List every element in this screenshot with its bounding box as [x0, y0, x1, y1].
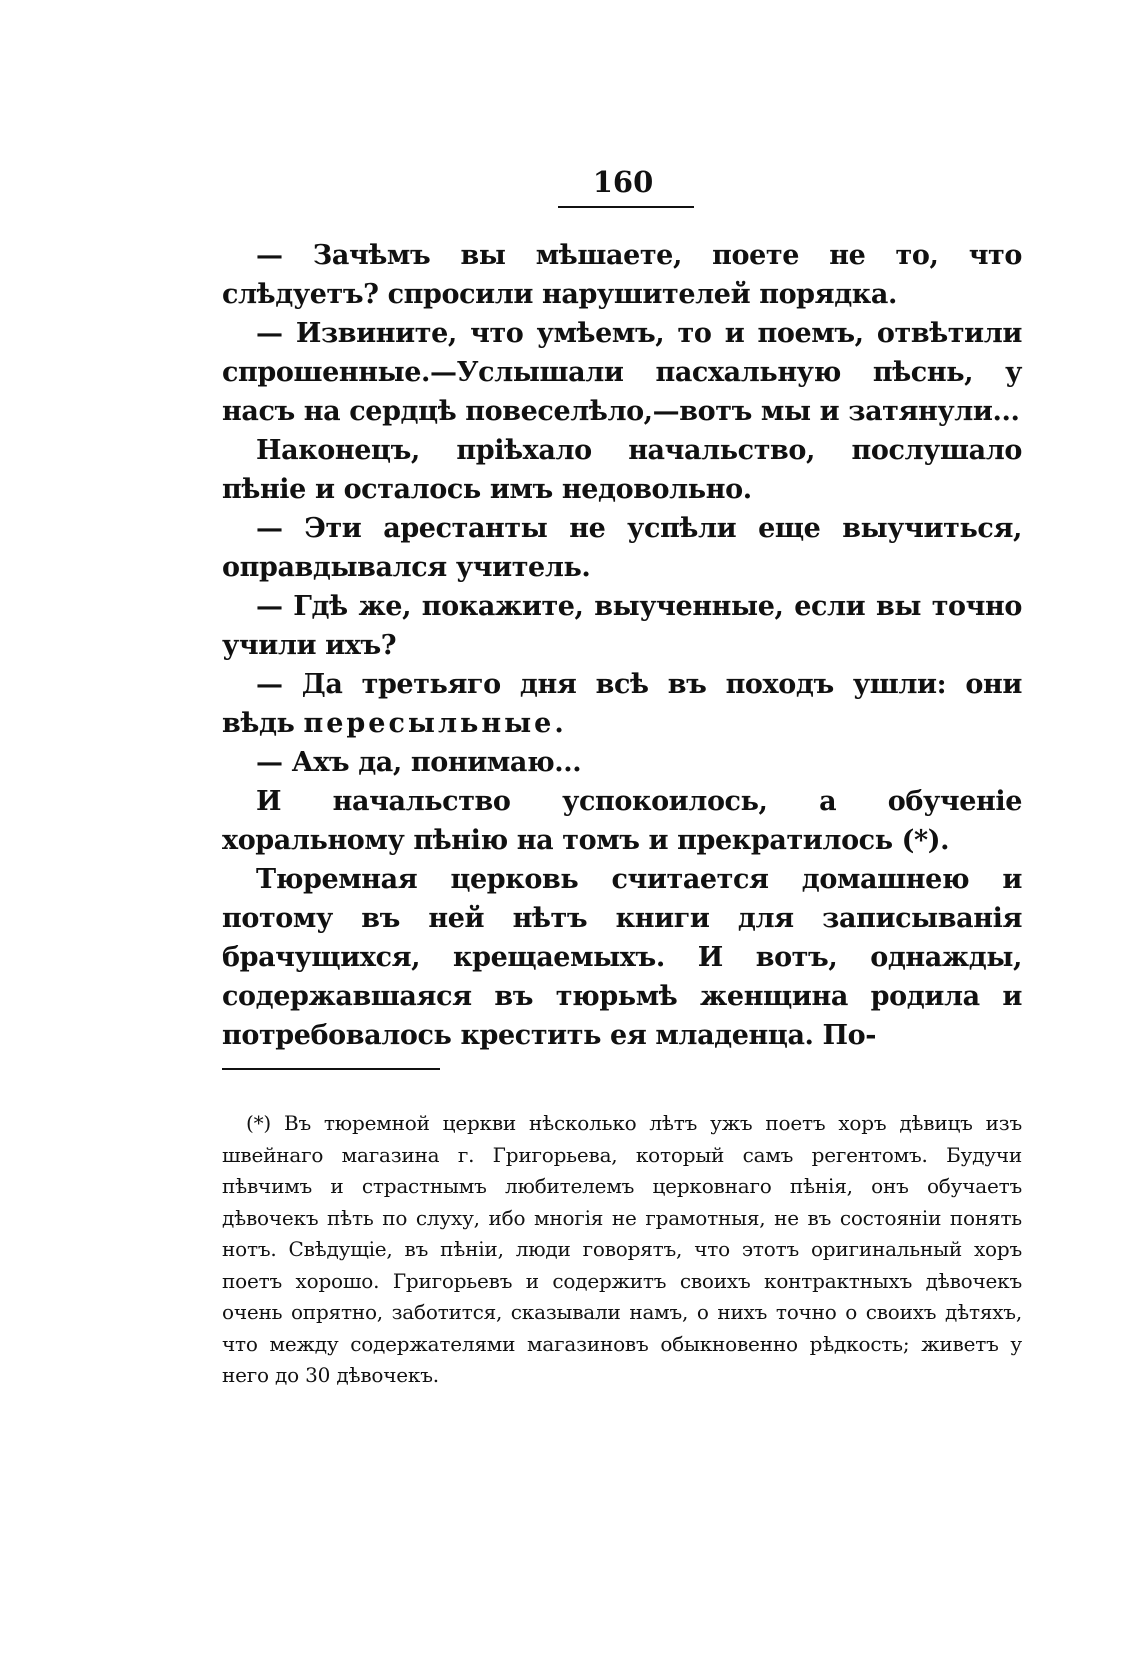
paragraph-6-spaced-word: пересыльные.: [303, 708, 567, 739]
paragraph-6: [222, 665, 1022, 743]
paragraph-6-text: — Да третьяго дня всѣ въ походъ ушли: они вѣдь: [222, 669, 1022, 739]
main-text: [222, 236, 1022, 1055]
paragraph-7: — Ахъ да, понимаю...: [256, 747, 582, 778]
paragraph-5: — Гдѣ же, покажите, выученные, если вы точно учили ихъ?: [222, 591, 1022, 661]
paragraph-2: — Извините, что умѣемъ, то и поемъ, отвѣтили спрошенные.—Услышали пасхальную пѣснь, у насъ на сердцѣ повеселѣло,—вотъ мы и затянули...: [222, 318, 1022, 427]
footnote: (*) Въ тюремной церкви нѣсколько лѣтъ ужъ поетъ хоръ дѣвицъ изъ швейнаго магазина г. Григорьева, который самъ регентомъ. Будучи пѣвчимъ и страстнымъ любителемъ церковнаго пѣнія, онъ обучаетъ дѣвочекъ пѣть по слуху, ибо многія не грамотныя, не въ состояніи понять нотъ. Свѣдущіе, въ пѣніи, люди говорятъ, что этотъ оригинальный хоръ поетъ хорошо. Григорьевъ и содержитъ своихъ контрактныхъ дѣвочекъ очень опрятно, заботится, сказывали намъ, о нихъ точно о своихъ дѣтяхъ, что между содержателями магазиновъ обыкновенно рѣдкость; живетъ у него до 30 дѣвочекъ.: [222, 1111, 1022, 1387]
page-number-underline: [558, 206, 694, 208]
page-number: 160: [592, 165, 654, 199]
paragraph-8: И начальство успокоилось, а обученіе хоральному пѣнію на томъ и прекратилось (*).: [222, 786, 1022, 856]
paragraph-1: — Зачѣмъ вы мѣшаете, поете не то, что слѣдуетъ? спросили нарушителей порядка.: [222, 240, 1022, 310]
paragraph-3: Наконецъ, пріѣхало начальство, послушало пѣніе и осталось имъ недовольно.: [222, 435, 1022, 505]
footnote-separator: [222, 1068, 440, 1070]
paragraph-4: — Эти арестанты не успѣли еще выучиться, оправдывался учитель.: [222, 513, 1022, 583]
paragraph-9: Тюремная церковь считается домашнею и потому въ ней нѣтъ книги для записыванія брачущихся, крещаемыхъ. И вотъ, однажды, содержавшаяся въ тюрьмѣ женщина родила и потребовалось крестить ея младенца. По-: [222, 864, 1022, 1051]
